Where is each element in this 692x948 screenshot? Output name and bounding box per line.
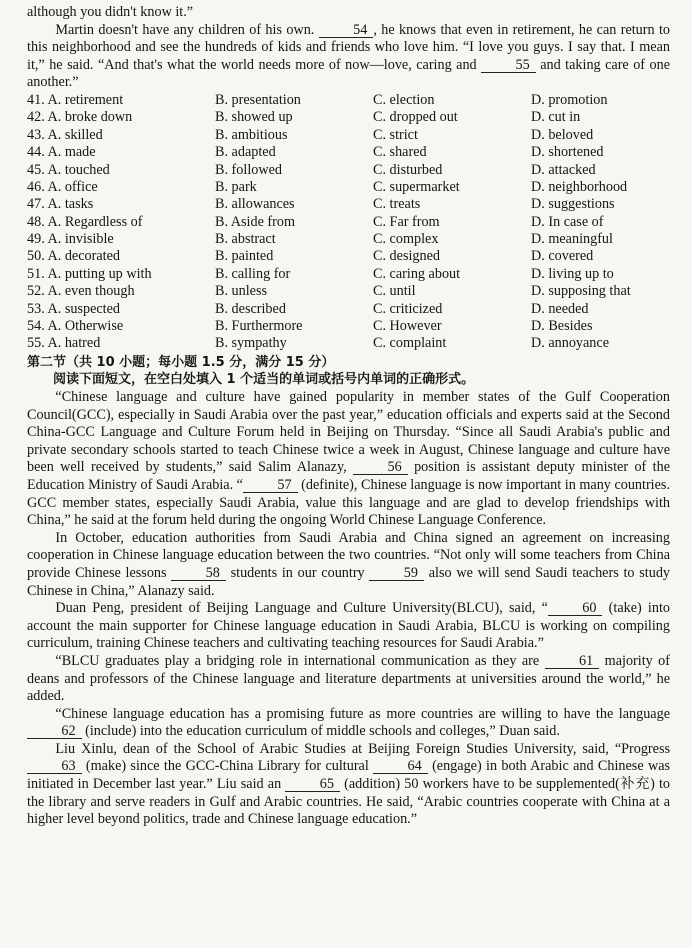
passage1-text-a: Martin doesn't have any children of his own.	[55, 21, 315, 38]
option-d: D. In case of	[531, 213, 604, 230]
blank-59: 59	[369, 566, 424, 581]
option-c: C. election	[373, 91, 435, 108]
p2-text: “Chinese language and culture have gained popularity in member states of the Gulf Cooperation Council(GCC), especially in Saudi Arabia over the past year,” education officials and experts said at the Second China-GCC Language and Culture Forum held in Beijing on Thursday. “Since all Saudi Arabia's public and private secondary schools started to teach Chinese twice a week in August, Chinese language and culture have been well received by students,” said Salim Alanazy,	[27, 389, 670, 476]
question-number: 46.	[27, 178, 45, 195]
option-row	[27, 231, 670, 248]
option-d: D. suggestions	[531, 196, 615, 213]
option-c: C. caring about	[373, 265, 461, 282]
passage2-paragraph-1	[27, 389, 670, 530]
blank-64: 64	[373, 759, 428, 774]
passage2-paragraph-3	[27, 600, 670, 653]
question-number: 50.	[27, 248, 45, 265]
option-c: C. shared	[373, 144, 427, 161]
p2-text: majority of deans and professors of the Chinese language and literature departments at universities around the world,” he added.	[27, 652, 671, 705]
option-a	[27, 301, 215, 319]
p2-text: In October, education authorities from Saudi Arabia and China signed an agreement on increasing cooperation in Chinese language education between the two countries. “Not only will some teachers from China provide Chinese lessons	[27, 529, 670, 581]
option-b: B. ambitious	[215, 126, 288, 143]
blank-61: 61	[545, 654, 600, 669]
option-text: A. retirement	[47, 91, 124, 108]
option-a	[27, 162, 215, 180]
option-b: B. abstract	[215, 231, 276, 248]
p2-text: (make) since the GCC-China Library for cultural	[85, 758, 369, 775]
p2-text: “BLCU graduates play a bridging role in international communication as they are	[55, 652, 540, 669]
option-text: A. tasks	[47, 196, 94, 213]
option-row	[27, 92, 670, 109]
option-text: A. hatred	[47, 335, 101, 352]
option-b: B. allowances	[215, 196, 295, 213]
option-row	[27, 196, 670, 213]
option-text: A. skilled	[47, 126, 103, 143]
question-number: 45.	[27, 161, 45, 178]
question-number: 48.	[27, 213, 45, 230]
question-number: 43.	[27, 126, 45, 143]
option-d: D. meaningful	[531, 231, 613, 248]
option-c: C. disturbed	[373, 161, 443, 178]
option-c: C. Far from	[373, 213, 440, 230]
p2-text: Duan Peng, president of Beijing Language and Culture University(BLCU), said, “	[55, 600, 548, 617]
option-a	[27, 179, 215, 197]
option-b: B. sympathy	[215, 335, 287, 352]
option-d: D. beloved	[531, 126, 594, 143]
option-a	[27, 335, 215, 353]
section2-instruction: 阅读下面短文，在空白处填入 1 个适当的单词或括号内单词的正确形式。	[53, 372, 475, 388]
option-row	[27, 301, 670, 318]
p2-text: (definite), Chinese language is now important in many countries. GCC member states, especially Saudi Arabia, value this language and are glad to develop friendships with China,” he said at the forum held during the ongoing World Chinese Language Conference.	[27, 476, 670, 529]
p2-text: (addition) 50 workers have to be supplemented(补充) to the library and serve readers in Gulf and Arabic countries. He said, “Arabic countries cooperate with China at a higher level beyond politics, trade and Chinese language education.”	[27, 776, 671, 828]
blank-54: 54	[319, 23, 374, 38]
question-number: 42.	[27, 109, 45, 126]
option-c: C. supermarket	[373, 178, 460, 195]
p2-text: students in our country	[230, 564, 365, 581]
option-text: A. made	[47, 144, 96, 161]
passage2-paragraph-6	[27, 741, 670, 829]
blank-62: 62	[27, 724, 82, 739]
option-a	[27, 144, 215, 162]
option-d: D. promotion	[531, 91, 608, 108]
p2-text: (take) into account the main supporter for Chinese language education in Saudi Arabia, BLCU is working on compiling curriculum, training Chinese teachers and cultivating teaching resources for Saudi Arabia.”	[27, 600, 670, 652]
blank-58: 58	[171, 566, 226, 581]
option-a	[27, 109, 215, 127]
option-a	[27, 214, 215, 232]
p2-text: position is assistant deputy minister of the Education Ministry of Saudi Arabia. “	[27, 459, 670, 493]
option-a	[27, 248, 215, 266]
option-row	[27, 144, 670, 161]
question-number: 53.	[27, 300, 45, 317]
option-text: A. even though	[47, 283, 135, 300]
option-d: D. supposing that	[531, 283, 631, 300]
option-row	[27, 266, 670, 283]
option-c: C. complaint	[373, 335, 447, 352]
option-d: D. Besides	[531, 318, 593, 335]
option-d: D. cut in	[531, 109, 581, 126]
passage2-paragraph-4	[27, 653, 670, 706]
p2-text: “Chinese language education has a promising future as more countries are willing to have the language	[55, 705, 670, 722]
option-text: A. suspected	[47, 300, 120, 317]
option-a	[27, 266, 215, 284]
option-b: B. Furthermore	[215, 318, 303, 335]
question-number: 52.	[27, 283, 45, 300]
option-text: A. Otherwise	[47, 318, 124, 335]
question-number: 54.	[27, 318, 45, 335]
question-number: 41.	[27, 91, 45, 108]
option-d: D. needed	[531, 300, 589, 317]
option-row	[27, 318, 670, 335]
option-c: C. treats	[373, 196, 421, 213]
option-a	[27, 127, 215, 145]
passage1-line0: although you didn't know it.”	[27, 4, 194, 20]
option-row	[27, 335, 670, 352]
option-a	[27, 196, 215, 214]
option-text: A. Regardless of	[47, 213, 143, 230]
option-d: D. living up to	[531, 265, 614, 282]
option-row	[27, 127, 670, 144]
blank-63: 63	[27, 759, 82, 774]
option-d: D. annoyance	[531, 335, 609, 352]
question-number: 55.	[27, 335, 45, 352]
option-b: B. adapted	[215, 144, 276, 161]
option-b: B. described	[215, 300, 286, 317]
option-c: C. dropped out	[373, 109, 458, 126]
option-row	[27, 283, 670, 300]
option-b: B. followed	[215, 161, 282, 178]
option-b: B. unless	[215, 283, 268, 300]
option-b: B. park	[215, 178, 257, 195]
option-row	[27, 214, 670, 231]
options-list	[27, 92, 670, 353]
option-row	[27, 248, 670, 265]
blank-56: 56	[353, 460, 408, 475]
p2-text: (engage) in both Arabic and Chinese was initiated in December last year.” Liu said an	[27, 758, 671, 793]
option-row	[27, 109, 670, 126]
p2-text: also we will send Saudi teachers to study Chinese in China,” Alanazy said.	[27, 564, 671, 599]
option-a	[27, 231, 215, 249]
passage1-text-b: , he knows that even in retirement, he can return to this neighborhood and see the hundreds of kids and friends who love him. “I love you guys. I say that. I mean it,” he said. “And that's what the world needs more of now—love, caring and	[27, 21, 671, 73]
option-c: C. designed	[373, 248, 440, 265]
option-d: D. neighborhood	[531, 178, 628, 195]
passage1-paragraph	[27, 22, 670, 92]
passage2-paragraph-2	[27, 530, 670, 600]
option-a	[27, 283, 215, 301]
option-text: A. putting up with	[47, 265, 152, 282]
option-b: B. painted	[215, 248, 274, 265]
option-c: C. strict	[373, 126, 418, 143]
option-c: C. However	[373, 318, 442, 335]
option-text: A. office	[47, 178, 98, 195]
option-text: A. touched	[47, 161, 110, 178]
option-text: A. decorated	[47, 248, 120, 265]
question-number: 47.	[27, 196, 45, 213]
option-b: B. presentation	[215, 91, 301, 108]
question-number: 49.	[27, 231, 45, 248]
option-d: D. covered	[531, 248, 594, 265]
option-c: C. until	[373, 283, 416, 300]
p2-text: (include) into the education curriculum of middle schools and colleges,” Duan said.	[85, 723, 560, 740]
option-b: B. showed up	[215, 109, 293, 126]
section2-title: 第二节（共 10 小题；每小题 1.5 分，满分 15 分）	[27, 354, 335, 370]
option-c: C. complex	[373, 231, 439, 248]
blank-65: 65	[285, 777, 340, 792]
question-number: 44.	[27, 144, 45, 161]
option-text: A. broke down	[47, 109, 133, 126]
blank-55: 55	[481, 58, 536, 73]
option-b: B. calling for	[215, 265, 291, 282]
option-b: B. Aside from	[215, 213, 295, 230]
p2-text: Liu Xinlu, dean of the School of Arabic Studies at Beijing Foreign Studies University, said, “Progress	[55, 740, 670, 757]
option-a	[27, 92, 215, 110]
question-number: 51.	[27, 265, 45, 282]
passage2-paragraph-5	[27, 706, 670, 741]
option-d: D. attacked	[531, 161, 596, 178]
blank-57: 57	[243, 478, 298, 493]
option-c: C. criticized	[373, 300, 443, 317]
option-d: D. shortened	[531, 144, 604, 161]
passage1-text-c: and taking care of one another.”	[27, 56, 670, 91]
option-text: A. invisible	[47, 231, 114, 248]
option-a	[27, 318, 215, 336]
option-row	[27, 162, 670, 179]
blank-60: 60	[548, 601, 603, 616]
option-row	[27, 179, 670, 196]
